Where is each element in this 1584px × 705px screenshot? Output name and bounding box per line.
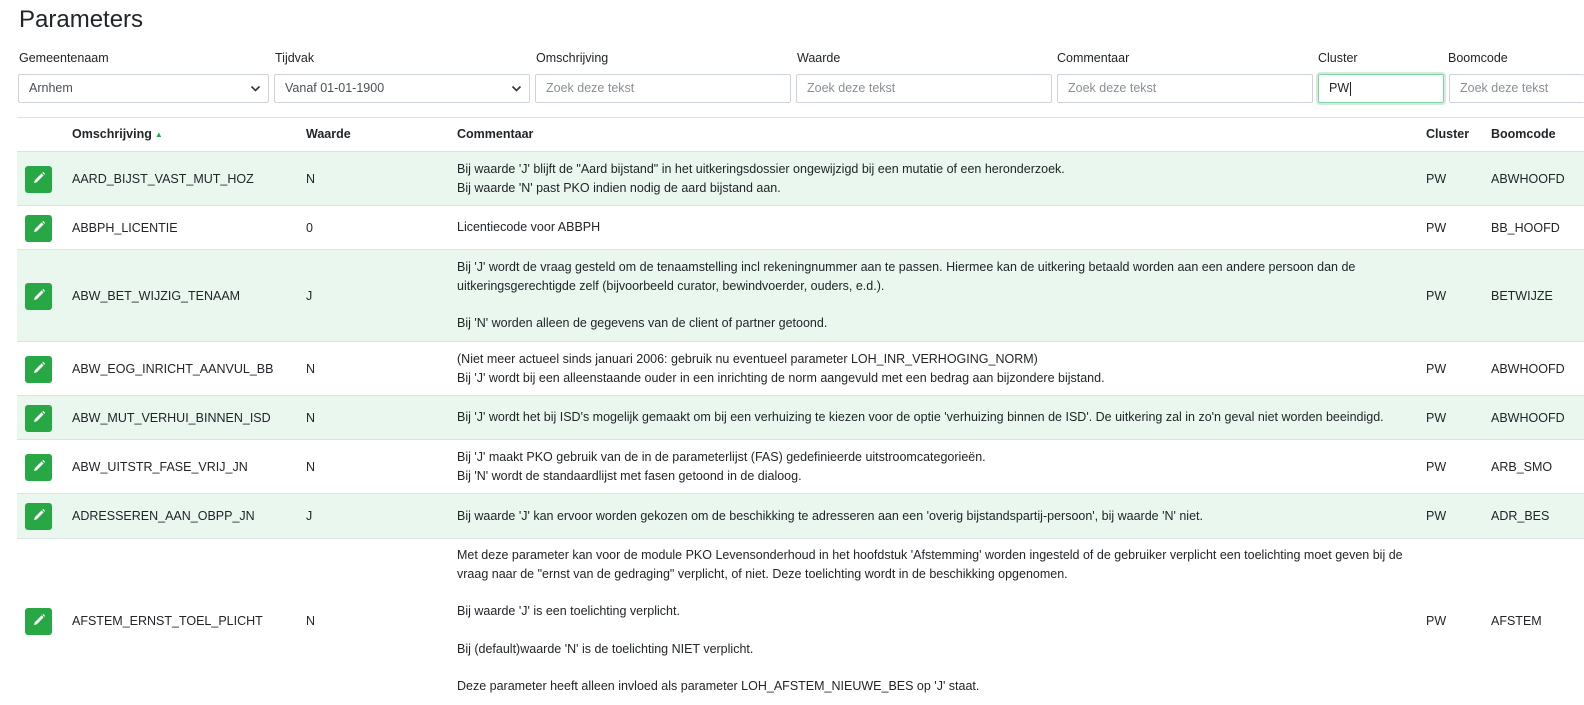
text-cursor (1350, 82, 1351, 96)
cell-cluster: PW (1426, 220, 1447, 235)
pencil-icon (32, 220, 46, 237)
cell-omschrijving: ADRESSEREN_AAN_OBPP_JN (72, 509, 255, 523)
cell-omschrijving: ABW_UITSTR_FASE_VRIJ_JN (72, 459, 248, 474)
table-row (17, 494, 1584, 539)
comment-text: Bij 'J' wordt het bij ISD's mogelijk gemaakt om bij een verhuizing te kiezen voor de optie 'verhuizing binnen de ISD'. De uitkering zal in zo'n geval niet worden beeindigd. (457, 410, 1384, 425)
filter-label-commentaar: Commentaar (1057, 51, 1130, 65)
cell-omschrijving: ABBPH_LICENTIE (72, 220, 178, 235)
comment-text: Bij waarde 'J' kan ervoor worden gekozen om de beschikking te adresseren aan een 'overig bijstandspartij-persoon', bij waarde 'N' niet. (457, 508, 1203, 523)
filter-label-cluster: Cluster (1318, 51, 1358, 65)
comment-text: Met deze parameter kan voor de module PKO Levensonderhoud in het hoofdstuk 'Afstemming' worden ingesteld of de gebruiker verplicht een toelichting moet geven bij de vraag naar de "ernst van de gedraging" verplicht, of niet. Deze toelichting wordt in de beschikking opgenomen. Bij waarde 'J' is een toelichting verplicht. Bij (default)waarde 'N' is de toelichting NIET verplicht. Deze parameter heeft alleen invloed als parameter LOH_AFSTEM_NIEUWE_BES op 'J' staat. (457, 548, 1403, 694)
comment-text: Licentiecode voor ABBPH (457, 220, 601, 235)
cell-commentaar (457, 396, 1422, 439)
edit-button[interactable] (25, 608, 52, 635)
pencil-icon (32, 410, 46, 427)
cell-omschrijving: ABW_MUT_VERHUI_BINNEN_ISD (72, 410, 271, 425)
comment-text: (Niet meer actueel sinds januari 2006: gebruik nu eventueel parameter LOH_INR_VERHOGING_NORM) Bij 'J' wordt bij een alleenstaande ouder in een inrichting de norm aangevuld met een bedrag aan bijzondere bijstand. (457, 351, 1105, 385)
edit-button[interactable] (25, 454, 52, 481)
cell-cluster: PW (1426, 509, 1447, 523)
cell-omschrijving: AARD_BIJST_VAST_MUT_HOZ (72, 171, 254, 186)
gemeentenaam-select[interactable] (18, 74, 269, 103)
cell-commentaar (457, 494, 1422, 538)
cell-boomcode: ARB_SMO (1491, 459, 1553, 474)
cell-omschrijving: ABW_EOG_INRICHT_AANVUL_BB (72, 361, 274, 376)
cell-waarde: N (306, 614, 316, 628)
filter-label-boomcode: Boomcode (1448, 51, 1508, 65)
cell-waarde: 0 (306, 220, 313, 235)
cell-cluster: PW (1426, 361, 1447, 376)
cell-cluster: PW (1426, 171, 1447, 186)
comment-text: Bij 'J' wordt de vraag gesteld om de tenaamstelling incl rekeningnummer aan te passen. Hiermee kan de uitkering betaald worden aan een andere persoon dan de uitkeringsgerechtigde zelf (bijvoorbeeld curator, bewindvoerder, ouders, e.d.). Bij 'N' worden alleen de gegevens van de client of partner getoond. (457, 260, 1356, 331)
column-header-commentaar[interactable]: Commentaar (457, 127, 534, 141)
column-header-boomcode[interactable]: Boomcode (1491, 127, 1556, 141)
omschrijving-filter-input[interactable]: Zoek deze tekst (535, 74, 791, 103)
cell-omschrijving: ABW_BET_WIJZIG_TENAAM (72, 288, 241, 303)
table-header (17, 118, 1584, 152)
pencil-icon (32, 508, 46, 525)
cell-cluster: PW (1426, 459, 1447, 474)
cell-waarde: N (306, 171, 316, 186)
cell-boomcode: ABWHOOFD (1491, 361, 1565, 376)
cell-boomcode: BETWIJZE (1491, 288, 1553, 303)
cell-commentaar (457, 440, 1422, 493)
filter-label-waarde: Waarde (797, 51, 841, 65)
page-title: Parameters (19, 6, 144, 33)
cell-boomcode: BB_HOOFD (1491, 220, 1560, 235)
cell-commentaar (457, 250, 1422, 341)
tijdvak-select-value: Vanaf 01-01-1900 (285, 81, 385, 95)
column-header-label: Omschrijving (72, 127, 152, 141)
filter-label-tijdvak: Tijdvak (275, 51, 315, 65)
pencil-icon (32, 171, 46, 188)
edit-button[interactable] (25, 405, 52, 432)
cell-commentaar (457, 539, 1422, 703)
cell-cluster: PW (1426, 614, 1447, 628)
table-row (17, 206, 1584, 250)
boomcode-filter-input[interactable]: Zoek deze tekst (1449, 74, 1584, 103)
cell-cluster: PW (1426, 288, 1447, 303)
cell-waarde: N (306, 410, 316, 425)
filter-label-gemeentenaam: Gemeentenaam (19, 51, 109, 65)
comment-text: Bij waarde 'J' blijft de "Aard bijstand" in het uitkeringsdossier ongewijzigd bij een mutatie of een heronderzoek. Bij waarde 'N' past PKO indien nodig de aard bijstand aan. (457, 161, 1065, 195)
cell-waarde: J (306, 288, 313, 303)
cell-waarde: J (306, 509, 313, 523)
table-row (17, 152, 1584, 206)
cell-boomcode: AFSTEM (1491, 614, 1542, 628)
table-row (17, 250, 1584, 342)
gemeentenaam-select-value: Arnhem (29, 81, 73, 95)
edit-button[interactable] (25, 215, 52, 242)
cell-omschrijving: AFSTEM_ERNST_TOEL_PLICHT (72, 614, 263, 628)
edit-button[interactable] (25, 356, 52, 383)
column-header-cluster[interactable]: Cluster (1426, 127, 1470, 141)
cluster-filter-value: PW (1329, 81, 1350, 95)
waarde-filter-input[interactable]: Zoek deze tekst (796, 74, 1052, 103)
table-row (17, 396, 1584, 440)
cell-waarde: N (306, 459, 316, 474)
cell-cluster: PW (1426, 410, 1447, 425)
chevron-down-icon (250, 75, 261, 103)
cell-commentaar (457, 342, 1422, 395)
table-row (17, 342, 1584, 396)
table-row (17, 440, 1584, 494)
commentaar-filter-input[interactable]: Zoek deze tekst (1057, 74, 1313, 103)
parameters-table (17, 117, 1584, 703)
cell-boomcode: ADR_BES (1491, 509, 1550, 523)
edit-button[interactable] (25, 283, 52, 310)
pencil-icon (32, 459, 46, 476)
cluster-filter-input[interactable] (1318, 74, 1444, 103)
cell-commentaar (457, 152, 1422, 205)
table-row (17, 539, 1584, 703)
column-header-omschrijving[interactable] (72, 118, 163, 151)
column-header-waarde[interactable]: Waarde (306, 127, 351, 141)
cell-commentaar (457, 206, 1422, 249)
edit-button[interactable] (25, 503, 52, 530)
filter-label-omschrijving: Omschrijving (536, 51, 609, 65)
pencil-icon (32, 288, 46, 305)
edit-button[interactable] (25, 166, 52, 193)
pencil-icon (32, 361, 46, 378)
cell-boomcode: ABWHOOFD (1491, 410, 1565, 425)
pencil-icon (32, 613, 46, 630)
tijdvak-select[interactable] (274, 74, 530, 103)
cell-boomcode: ABWHOOFD (1491, 171, 1565, 186)
cell-waarde: N (306, 361, 316, 376)
comment-text: Bij 'J' maakt PKO gebruik van de in de parameterlijst (FAS) gedefinieerde uitstroomcategorieën. Bij 'N' wordt de standaardlijst met fasen getoond in de dialoog. (457, 449, 986, 483)
sort-ascending-icon: ▲ (154, 129, 163, 139)
chevron-down-icon (511, 75, 522, 103)
